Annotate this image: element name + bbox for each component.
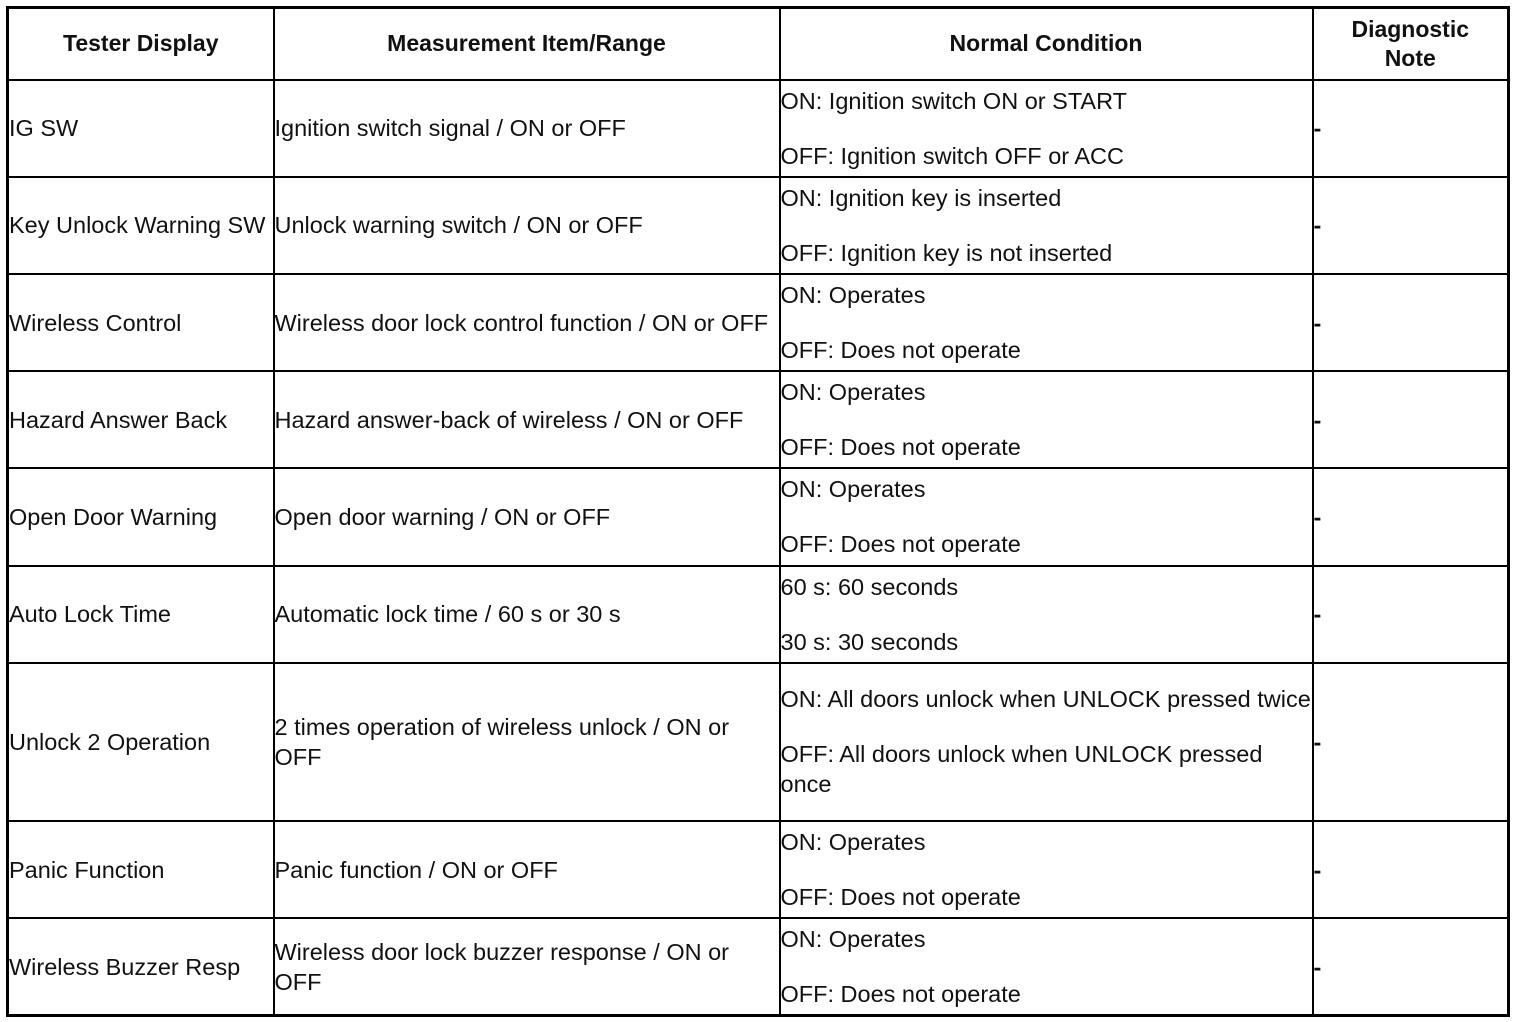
condition-off: OFF: All doors unlock when UNLOCK pressed once bbox=[780, 741, 1263, 798]
table-row bbox=[8, 821, 1509, 918]
normal-condition-cell bbox=[780, 371, 1313, 468]
table-row bbox=[8, 177, 1509, 274]
condition-off: OFF: Does not operate bbox=[780, 531, 1021, 558]
normal-condition-cell bbox=[780, 821, 1313, 918]
normal-condition-cell bbox=[780, 918, 1313, 1015]
measurement-cell: 2 times operation of wireless unlock / ON or OFF bbox=[274, 663, 780, 821]
diagnostic-note-cell: - bbox=[1313, 821, 1509, 918]
table-row bbox=[8, 80, 1509, 177]
measurement-cell: Hazard answer-back of wireless / ON or OFF bbox=[274, 371, 780, 468]
normal-condition-cell bbox=[780, 80, 1313, 177]
table-row bbox=[8, 371, 1509, 468]
diagnostic-note-cell: - bbox=[1313, 274, 1509, 371]
measurement-cell: Ignition switch signal / ON or OFF bbox=[274, 80, 780, 177]
data-list-table bbox=[6, 6, 1510, 1017]
table-row bbox=[8, 468, 1509, 565]
condition-off: OFF: Ignition switch OFF or ACC bbox=[780, 142, 1124, 169]
normal-condition-cell bbox=[780, 663, 1313, 821]
tester-display-cell: IG SW bbox=[8, 80, 274, 177]
normal-condition-cell bbox=[780, 566, 1313, 663]
measurement-cell: Automatic lock time / 60 s or 30 s bbox=[274, 566, 780, 663]
measurement-cell: Open door warning / ON or OFF bbox=[274, 468, 780, 565]
tester-display-cell: Hazard Answer Back bbox=[8, 371, 274, 468]
diagnostic-note-cell: - bbox=[1313, 468, 1509, 565]
header-diagnostic-note-line2: Note bbox=[1384, 44, 1436, 71]
condition-on: ON: Operates bbox=[780, 282, 926, 308]
condition-on: ON: Ignition key is inserted bbox=[780, 184, 1062, 211]
table-row bbox=[8, 566, 1509, 663]
tester-display-cell: Wireless Buzzer Resp bbox=[8, 918, 274, 1015]
condition-on: 60 s: 60 seconds bbox=[780, 573, 959, 600]
diagnostic-note-cell: - bbox=[1313, 566, 1509, 663]
measurement-cell: Panic function / ON or OFF bbox=[274, 821, 780, 918]
normal-condition-cell bbox=[780, 468, 1313, 565]
tester-display-cell: Unlock 2 Operation bbox=[8, 663, 274, 821]
diagnostic-note-cell: - bbox=[1313, 918, 1509, 1015]
header-tester-display: Tester Display bbox=[8, 8, 274, 80]
header-measurement-item-range: Measurement Item/Range bbox=[274, 8, 780, 80]
condition-on: ON: Operates bbox=[780, 379, 926, 406]
condition-on: ON: Operates bbox=[780, 926, 926, 953]
tester-display-cell: Wireless Control bbox=[8, 274, 274, 371]
condition-on: ON: Operates bbox=[780, 476, 926, 503]
header-diagnostic-note-line1: Diagnostic bbox=[1351, 15, 1470, 42]
condition-off: OFF: Does not operate bbox=[780, 434, 1021, 461]
tester-display-cell: Panic Function bbox=[8, 821, 274, 918]
diagnostic-note-cell: - bbox=[1313, 80, 1509, 177]
table-row bbox=[8, 274, 1509, 371]
tester-display-cell: Open Door Warning bbox=[8, 468, 274, 565]
diagnostic-note-cell: - bbox=[1313, 663, 1509, 821]
measurement-cell: Wireless door lock control function / ON or OFF bbox=[274, 274, 780, 371]
measurement-cell: Wireless door lock buzzer response / ON or OFF bbox=[274, 918, 780, 1015]
condition-on: ON: Ignition switch ON or START bbox=[780, 87, 1127, 114]
diagnostic-note-cell: - bbox=[1313, 177, 1509, 274]
table-header-row bbox=[8, 8, 1509, 80]
table-row bbox=[8, 918, 1509, 1015]
header-diagnostic-note bbox=[1313, 8, 1509, 80]
tester-display-cell: Auto Lock Time bbox=[8, 566, 274, 663]
diagnostic-note-cell: - bbox=[1313, 371, 1509, 468]
table-row bbox=[8, 663, 1509, 821]
condition-off: OFF: Does not operate bbox=[780, 337, 1021, 363]
condition-off: OFF: Does not operate bbox=[780, 981, 1021, 1008]
normal-condition-cell bbox=[780, 274, 1313, 371]
normal-condition-cell bbox=[780, 177, 1313, 274]
condition-off: OFF: Does not operate bbox=[780, 884, 1021, 911]
condition-on: ON: Operates bbox=[780, 829, 926, 856]
condition-off: 30 s: 30 seconds bbox=[780, 628, 959, 655]
condition-off: OFF: Ignition key is not inserted bbox=[780, 239, 1113, 266]
header-normal-condition: Normal Condition bbox=[780, 8, 1313, 80]
measurement-cell: Unlock warning switch / ON or OFF bbox=[274, 177, 780, 274]
tester-display-cell: Key Unlock Warning SW bbox=[8, 177, 274, 274]
condition-on: ON: All doors unlock when UNLOCK pressed twice bbox=[780, 686, 1311, 713]
